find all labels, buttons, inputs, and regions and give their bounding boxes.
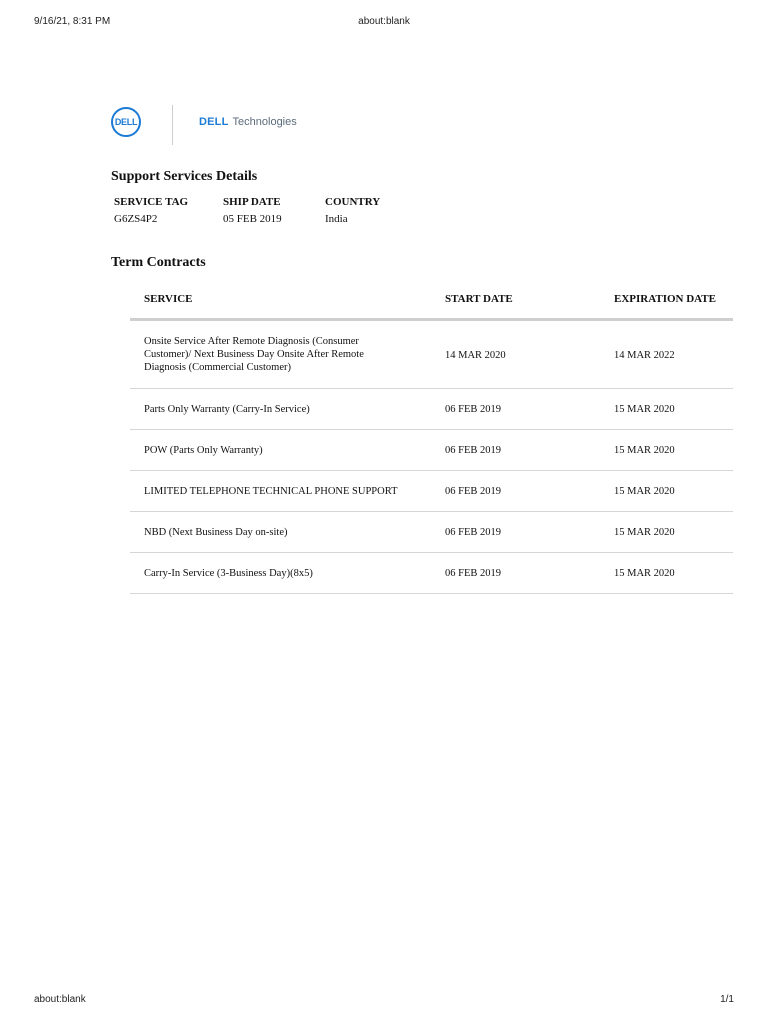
print-footer (0, 994, 768, 1010)
row-expiration-date: 15 MAR 2020 (614, 404, 675, 415)
country-value: India (325, 213, 348, 225)
row-expiration-date: 15 MAR 2020 (614, 445, 675, 456)
row-expiration-date: 15 MAR 2020 (614, 527, 675, 538)
column-header-start-date: START DATE (445, 293, 513, 305)
support-details-title: Support Services Details (111, 169, 258, 184)
country-label: COUNTRY (325, 196, 381, 208)
print-page-count: 1/1 (720, 994, 734, 1005)
column-header-expiration-date: EXPIRATION DATE (614, 293, 716, 305)
dell-technologies-logo (199, 116, 297, 128)
print-footer-url: about:blank (34, 994, 86, 1005)
table-header-row (130, 280, 733, 321)
print-header (0, 16, 768, 32)
row-start-date: 06 FEB 2019 (445, 445, 502, 456)
dell-brand-text: DELL (199, 116, 229, 128)
row-service: NBD (Next Business Day on-site) (144, 527, 288, 538)
dell-logo-circle-text: DELL (114, 117, 138, 127)
ship-date-label: SHIP DATE (223, 196, 281, 208)
row-expiration-date: 15 MAR 2020 (614, 568, 675, 579)
table-row (130, 471, 733, 512)
logo-divider (172, 105, 173, 145)
row-start-date: 06 FEB 2019 (445, 486, 502, 497)
row-service: LIMITED TELEPHONE TECHNICAL PHONE SUPPORT (144, 486, 398, 497)
row-service: Onsite Service After Remote Diagnosis (Consumer Customer)/ Next Business Day Onsite After Remote Diagnosis (Commercial Customer) (144, 336, 364, 373)
table-row (130, 430, 733, 471)
table-row (130, 321, 733, 389)
table-row (130, 553, 733, 594)
dell-logo-icon (111, 107, 141, 137)
term-contracts-title: Term Contracts (111, 255, 206, 270)
print-datetime: 9/16/21, 8:31 PM (34, 16, 111, 27)
dell-tagline-text: Technologies (232, 116, 297, 128)
dell-logo-area (111, 105, 411, 145)
term-contracts-table (130, 280, 733, 594)
row-start-date: 06 FEB 2019 (445, 404, 502, 415)
column-header-service: SERVICE (144, 293, 193, 305)
row-expiration-date: 15 MAR 2020 (614, 486, 675, 497)
row-start-date: 06 FEB 2019 (445, 527, 502, 538)
ship-date-value: 05 FEB 2019 (223, 213, 282, 225)
table-row (130, 512, 733, 553)
row-service: Carry-In Service (3-Business Day)(8x5) (144, 568, 313, 579)
row-expiration-date: 14 MAR 2022 (614, 350, 675, 361)
print-page-title: about:blank (358, 16, 410, 27)
row-start-date: 14 MAR 2020 (445, 350, 506, 361)
row-start-date: 06 FEB 2019 (445, 568, 502, 579)
service-tag-value: G6ZS4P2 (114, 213, 158, 225)
table-row (130, 389, 733, 430)
row-service: Parts Only Warranty (Carry-In Service) (144, 404, 310, 415)
row-service: POW (Parts Only Warranty) (144, 445, 263, 456)
service-tag-label: SERVICE TAG (114, 196, 189, 208)
